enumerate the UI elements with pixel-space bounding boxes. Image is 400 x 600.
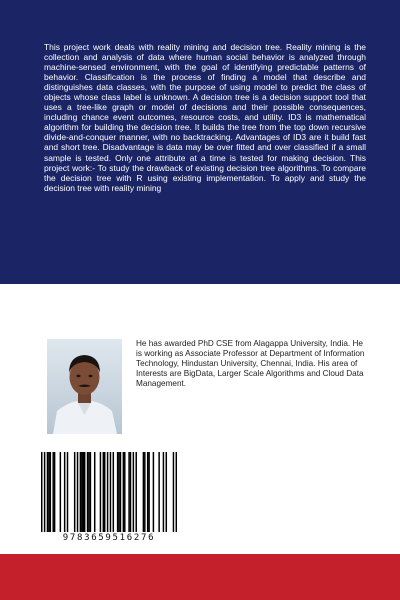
isbn-barcode xyxy=(41,452,177,546)
barcode-bar xyxy=(52,452,53,532)
author-bio: He has awarded PhD CSE from Alagappa University, India. He is working as Associate Professor at Department of Information Technology, Hindustan University, Chennai, India. His area of Interests are BigData, Larger Scale Algorithms and Cloud Data Management. xyxy=(136,339,365,389)
barcode-bar xyxy=(90,452,91,532)
barcode-bar xyxy=(77,452,78,532)
barcode-bar xyxy=(87,452,88,532)
barcode-bar xyxy=(64,452,65,532)
barcode-bar xyxy=(44,452,45,532)
barcode-bar xyxy=(143,452,144,532)
barcode-bar xyxy=(176,452,177,532)
barcode-bar xyxy=(144,452,145,532)
barcode-bar xyxy=(163,452,164,532)
barcode-bar xyxy=(84,452,85,532)
barcode-bar xyxy=(83,452,84,532)
barcode-bar xyxy=(117,452,118,532)
barcode-bar xyxy=(133,452,134,532)
barcode-bar xyxy=(81,452,82,532)
barcode-bar xyxy=(110,452,111,532)
bottom-color-stripe xyxy=(0,554,400,600)
barcode-bar xyxy=(120,452,121,532)
barcode-bar xyxy=(100,452,101,532)
barcode-bar xyxy=(50,452,51,532)
barcode-bar xyxy=(74,452,75,532)
barcode-bar xyxy=(130,452,131,532)
barcode-bar xyxy=(104,452,105,532)
barcode-bar xyxy=(113,452,114,532)
barcode-bar xyxy=(123,452,124,532)
barcode-bar xyxy=(148,452,149,532)
abstract-text: This project work deals with reality mining and decision tree. Reality mining is the collection and analysis of data where human social behavior is analyzed through machine-sensed environment, with the goal of identifying predictable patterns of behavior. Classification is the process of finding a model that describe and distinguishes data classes, with the purpose of using model to predict the class of objects whose class label is unknown. A decision tree is a decision support tool that uses a tree-like graph or model of decisions and their possible consequences, including chance event outcomes, resource costs, and utility. ID3 is mathematical algorithm for building the decision tree. It builds the tree from the top down recursive divide-and-conquer manner, with no backtracking. Advantages of ID3 are it build fast and short tree. Disadvantage is data may be over fitted and over classified if a small sample is tested. Only one attribute at a time is tested for making decision. This project work:- To study the drawback of existing decision tree algorithms. To compare the decision tree with R using existing implementation. To apply and study the decision tree with reality mining xyxy=(44,42,366,193)
barcode-bar xyxy=(153,452,154,532)
author-photo xyxy=(47,339,122,434)
barcode-bar xyxy=(67,452,68,532)
barcode-bar xyxy=(166,452,167,532)
barcode-bar xyxy=(147,452,148,532)
abstract-panel xyxy=(0,0,400,284)
barcode-bar xyxy=(107,452,108,532)
barcode-bar xyxy=(41,452,42,532)
isbn-digits: 9783659516276 xyxy=(62,533,156,543)
barcode-bar xyxy=(128,452,129,532)
barcode-bar xyxy=(94,452,95,532)
barcode-bar xyxy=(124,452,125,532)
barcode-bar xyxy=(135,452,136,532)
barcode-bar xyxy=(60,452,61,532)
barcode-bar xyxy=(88,452,89,532)
barcode-bar xyxy=(158,452,159,532)
barcode-bar xyxy=(118,452,119,532)
barcode-bar xyxy=(80,452,81,532)
barcode-bars xyxy=(41,452,177,534)
barcode-bar xyxy=(48,452,49,532)
barcode-bar xyxy=(173,452,174,532)
barcode-bar xyxy=(47,452,48,532)
barcode-bar xyxy=(54,452,55,532)
barcode-bar xyxy=(103,452,104,532)
author-portrait-image xyxy=(47,339,122,434)
